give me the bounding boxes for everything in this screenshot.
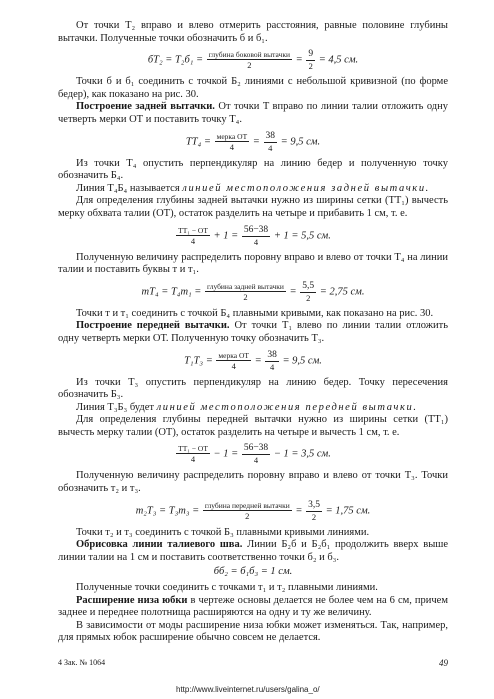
paragraph: Точки т и т₁ соединить с точкой Б₄ плавными кривыми, как показано на рис. 30. [76, 307, 434, 319]
formula: $\frac{\text{TT₁ − ОТ}}{4}$ − 1 = $\frac{56-38}{4}$ − 1 = 3,5 см. [178, 443, 331, 466]
paragraph: Полученную величину распределить поровну вправо и влево от точки T₃. Точки обозначить т₂ и т₃. [58, 470, 448, 495]
paragraph: Обрисовка линии талиевого шва. Линии Б₂б и Б₂б₁ продолжить вверх выше линии талии на 1 см и поставить соответственно точки б₂ и б₃. [58, 539, 448, 563]
paragraph: Полученные точки соединить с точками т₁ и т₂ плавными линиями. [76, 582, 378, 594]
paragraph: Построение задней вытачки. От точки T вправо по линии талии отложить одну четверть мерки ОТ и поставить точку T₄. [58, 101, 448, 125]
paragraph: Расширение низа юбки в чертеже основы делается не более чем на 6 см, причем заднее и переднее полотнища расширяются на одну и ту же величину. [58, 594, 448, 619]
paragraph: Полученную величину распределить поровну вправо и влево от точки T₄ на линии талии и поставить буквы т и т₁. [58, 251, 448, 276]
print-signature: 4 Зак. № 1064 [58, 658, 106, 667]
paragraph: Точки т₂ и т₃ соединить с точкой Б₃ плавными кривыми линиями. [76, 526, 370, 538]
formula: бб₂ = б₁б₃ = 1 см. [213, 566, 293, 578]
paragraph: В зависимости от моды расширение низа юбки может изменяться. Так, например, для прямых юбок расширение обычно совсем не делается. [58, 619, 448, 644]
watermark-url: http://www.liveinternet.ru/users/galina_o/ [176, 685, 320, 694]
paragraph: Линия T₃Б₃ будет линией местоположения передней вытачки. [76, 401, 418, 413]
paragraph: Линия T₄Б₄ называется линией местоположения задней вытачки. [76, 182, 430, 194]
formula: тT₄ = T₄т₁ = $\frac{\text{глубина задней вытачки}}{2}$ = $\frac{5,5}{2}$ = 2,75 см. [141, 280, 365, 303]
page-number: 49 [439, 658, 448, 668]
formula: бT₂ = T₂б₁ = $\frac{\text{глубина боковой вытачки}}{2}$ = $\frac{9}{2}$ = 4,5 см. [147, 49, 359, 72]
section-heading: Обрисовка линии талиевого шва. [76, 539, 243, 551]
paragraph: Точки б и б₁ соединить с точкой Б₂ линиями с небольшой кривизной (по форме бедер), как показано на рис. 30. [58, 76, 448, 100]
formula: TT₄ = $\frac{\text{мерка ОТ}}{4}$ = $\frac{38}{4}$ = 9,5 см. [185, 130, 321, 153]
paragraph: Для определения глубины передней вытачки нужно из ширины сетки (TT₁) вычесть мерку талии (ОТ), остаток разделить на четыре и вычесть 1 см, т. е. [58, 414, 448, 438]
formula: T₁T₃ = $\frac{\text{мерка ОТ}}{4}$ = $\frac{38}{4}$ = 9,5 см. [184, 349, 322, 372]
formula: $\frac{\text{TT₁ − ОТ}}{4}$ + 1 = $\frac{56-38}{4}$ + 1 = 5,5 см. [178, 224, 331, 247]
section-heading: Построение передней вытачки. [76, 320, 230, 332]
paragraph: Из точки T₃ опустить перпендикуляр на линию бедер. Точку пересечения обозначить Б₃. [58, 376, 448, 401]
paragraph: Для определения глубины задней вытачки нужно из ширины сетки (TT₁) вычесть мерку обхвата талии (ОТ), остаток разделить на четыре и прибавить 1 см, т. е. [58, 195, 448, 219]
document-page [58, 20, 448, 645]
paragraph: Построение передней вытачки. От точки T₁ влево по линии талии отложить одну четверть мерки ОТ. Полученную точку обозначить T₃. [58, 320, 449, 344]
section-heading: Построение задней вытачки. [76, 101, 215, 113]
paragraph: От точки T₂ вправо и влево отмерить расстояния, равные половине глубины вытачки. Полученные точки обозначить б и б₁. [58, 20, 448, 44]
formula: т₂T₃ = T₃т₃ = $\frac{\text{глубина передней вытачки}}{2}$ = $\frac{3,5}{2}$ = 1,75 см. [135, 499, 371, 522]
section-heading: Расширение низа юбки [76, 594, 188, 606]
paragraph: Из точки T₄ опустить перпендикуляр на линию бедер и полученную точку обозначить Б₄. [58, 157, 448, 182]
